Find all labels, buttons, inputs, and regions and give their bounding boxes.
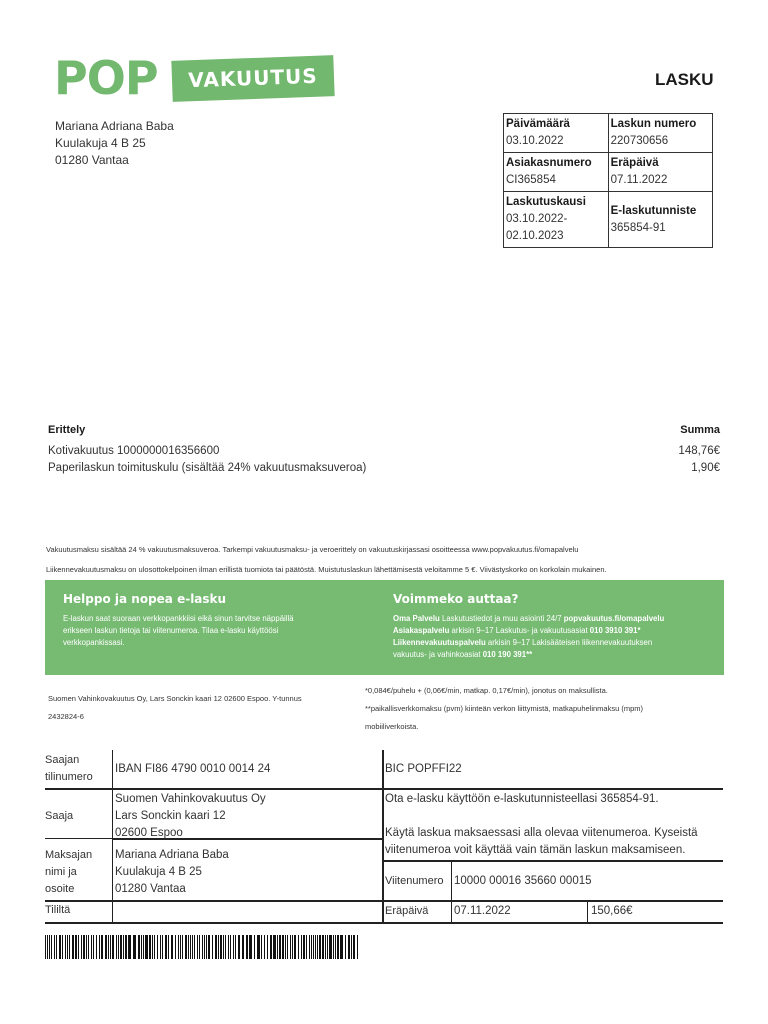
- help-line-customer-service: [393, 625, 664, 637]
- barcode-bar: [143, 935, 144, 959]
- enforcement-note: Liikennevakuutusmaksu on ulosottokelpoinen ilman erillistä tuomiota tai päätöstä. Muistutuslaskun lähettämisestä veloitamme 5 €. Viivästyskorko on korkolain mukainen.: [46, 565, 607, 574]
- barcode-bar: [88, 935, 89, 959]
- e-invoice-title: Helppo ja nopea e-lasku: [63, 592, 227, 606]
- barcode-bar: [220, 935, 222, 959]
- barcode-bar: [353, 935, 355, 959]
- help-phone: 010 190 391**: [482, 650, 533, 659]
- customer-number-label: Asiakasnumero: [506, 157, 592, 169]
- date-cell: [504, 114, 609, 153]
- company-line: Suomen Vahinkovakuutus Oy, Lars Sonckin kaari 12 02600 Espoo. Y-tunnus: [48, 694, 302, 703]
- pop-logo-text: POP: [54, 51, 158, 105]
- help-label: Oma Palvelu: [393, 614, 440, 623]
- barcode-bar: [67, 935, 68, 959]
- e-invoice-instruction: Ota e-lasku käyttöön e-laskutunnisteellasi 365854-91.: [385, 793, 659, 805]
- barcode-bar: [83, 935, 85, 959]
- help-label: Asiakaspalvelu: [393, 626, 450, 635]
- barcode-bar: [175, 935, 176, 959]
- recipient-name: Mariana Adriana Baba: [55, 119, 174, 133]
- barcode-bar: [311, 935, 312, 959]
- e-invoice-text-line: verkkopankissasi.: [63, 638, 125, 647]
- payee-details: [115, 791, 266, 842]
- help-phone: 010 3910 391*: [589, 626, 641, 635]
- barcode-bar: [108, 935, 109, 959]
- slip-line: [45, 838, 113, 839]
- info-banner: [45, 580, 724, 675]
- barcode-bar: [345, 935, 346, 959]
- barcode-bar: [329, 935, 332, 959]
- barcode-bar: [290, 935, 291, 959]
- barcode-bar: [233, 935, 234, 959]
- help-line-traffic-service: [393, 637, 664, 649]
- barcode-bar: [285, 935, 286, 959]
- invoice-number-value: 220730656: [610, 135, 669, 147]
- barcode-bar: [204, 935, 205, 959]
- billing-period-label: Laskutuskausi: [506, 196, 586, 208]
- barcode-bar: [267, 935, 268, 959]
- barcode-bar: [168, 935, 169, 959]
- barcode-bar: [303, 935, 305, 959]
- barcode-bar: [261, 935, 262, 959]
- label-line: Saajan: [45, 754, 80, 766]
- payer-street: Kuulakuja 4 B 25: [115, 866, 202, 878]
- company-business-id: 2432824-6: [48, 712, 84, 721]
- help-desc: vakuutus- ja vahinkoasiat: [393, 650, 483, 659]
- barcode-bar: [282, 935, 284, 959]
- slip-line: [112, 750, 113, 923]
- date-label: Päivämäärä: [506, 118, 570, 130]
- barcode-bar: [206, 935, 207, 959]
- payment-barcode: [45, 935, 359, 959]
- barcode-bar: [317, 935, 318, 959]
- recipient-street: Kuulakuja 4 B 25: [55, 136, 146, 150]
- tax-note: Vakuutusmaksu sisältää 24 % vakuutusmaksuveroa. Tarkempi vakuutusmaksu- ja veroerittely on vakuutuskirjassasi osoitteessa www.popvakuutus.fi/omapalvelu: [46, 545, 579, 554]
- barcode-bar: [313, 935, 314, 959]
- payee-city: 02600 Espoo: [115, 827, 183, 839]
- customer-number-value: CI365854: [506, 174, 556, 186]
- barcode-bar: [235, 935, 236, 959]
- from-account-label: Tililtä: [45, 904, 71, 916]
- vakuutus-logo-text: VAKUUTUS: [187, 63, 319, 93]
- help-line-own-service: [393, 613, 664, 625]
- spec-row-label: Kotivakuutus 1000000016356600: [48, 445, 220, 457]
- bic-value: BIC POPFFI22: [385, 763, 462, 775]
- slip-due-date-value: 07.11.2022: [454, 905, 511, 917]
- payee-label: Saaja: [45, 810, 74, 822]
- customer-number-cell: [504, 153, 609, 192]
- barcode-bar: [309, 935, 310, 959]
- barcode-bar: [335, 935, 336, 959]
- price-line: **paikallisverkkomaksu (pvm) kiinteän verkon liittymistä, matkapuhelinmaksu (mpm): [365, 704, 644, 713]
- barcode-bar: [62, 935, 63, 959]
- barcode-bar: [190, 935, 191, 959]
- barcode-bar: [171, 935, 173, 959]
- barcode-bar: [105, 935, 107, 959]
- barcode-bar: [257, 935, 260, 959]
- barcode-bar: [86, 935, 87, 959]
- barcode-bar: [118, 935, 119, 959]
- barcode-bar: [264, 935, 265, 959]
- barcode-bar: [351, 935, 352, 959]
- iban-value: IBAN FI86 4790 0010 0014 24: [115, 763, 271, 775]
- barcode-bar: [242, 935, 244, 959]
- barcode-bar: [128, 935, 131, 959]
- barcode-bar: [327, 935, 328, 959]
- barcode-bar: [238, 935, 240, 959]
- barcode-bar: [212, 935, 213, 959]
- e-invoice-id-value: 365854-91: [610, 221, 666, 234]
- barcode-bar: [47, 935, 48, 959]
- barcode-bar: [93, 935, 94, 959]
- barcode-bar: [65, 935, 66, 959]
- barcode-bar: [59, 935, 61, 959]
- slip-due-date-label: Eräpäivä: [385, 905, 429, 917]
- date-value: 03.10.2022: [506, 135, 564, 147]
- document-title: LASKU: [655, 70, 714, 89]
- label-line: nimi ja: [45, 866, 77, 878]
- payee-name: Suomen Vahinkovakuutus Oy: [115, 793, 266, 805]
- slip-line: [382, 750, 384, 923]
- barcode-bar: [270, 935, 272, 959]
- vakuutus-logo-badge: [171, 55, 334, 102]
- barcode-bar: [149, 935, 151, 959]
- barcode-bar: [81, 935, 82, 959]
- e-invoice-text-line: E-laskun saat suoraan verkkopankkiisi eikä sinun tarvitse näppäillä: [63, 614, 294, 623]
- barcode-bar: [298, 935, 299, 959]
- barcode-bar: [197, 935, 198, 959]
- e-invoice-id-cell: [608, 192, 712, 248]
- barcode-bar: [340, 935, 343, 959]
- barcode-bar: [325, 935, 326, 959]
- barcode-bar: [45, 935, 46, 959]
- barcode-bar: [199, 935, 200, 959]
- barcode-bar: [49, 935, 50, 959]
- payer-details: [115, 847, 229, 898]
- slip-line: [451, 860, 452, 923]
- barcode-bar: [157, 935, 158, 959]
- help-desc: arkisin 9–17 Laskutus- ja vakuutusasiat: [449, 626, 590, 635]
- payer-label: [45, 847, 92, 898]
- barcode-bar: [141, 935, 142, 959]
- barcode-bar: [72, 935, 74, 959]
- specification-header: Erittely: [48, 424, 86, 436]
- label-line: Maksajan: [45, 849, 93, 861]
- barcode-bar: [51, 935, 52, 959]
- help-title: Voimmeko auttaa?: [393, 592, 519, 606]
- total-amount: 150,66€: [591, 905, 633, 917]
- reference-number-label: Viitenumero: [385, 875, 444, 887]
- help-label: Liikennevakuutuspalvelu: [393, 638, 486, 647]
- barcode-bar: [154, 935, 155, 959]
- barcode-bar: [301, 935, 302, 959]
- help-desc: arkisin 9–17 Lakisääteisen liikennevakuutuksen: [485, 638, 653, 647]
- barcode-bar: [138, 935, 140, 959]
- amount-header: Summa: [680, 424, 720, 436]
- help-desc: Laskutustiedot ja muu asiointi 24/7: [439, 614, 564, 623]
- invoice-info-table: [503, 113, 713, 248]
- barcode-bar: [208, 935, 210, 959]
- barcode-bar: [306, 935, 307, 959]
- label-line: tilinumero: [45, 771, 93, 783]
- barcode-bar: [319, 935, 321, 959]
- own-service-link[interactable]: popvakuutus.fi/omapalvelu: [563, 614, 665, 623]
- barcode-bar: [182, 935, 183, 959]
- barcode-bar: [322, 935, 324, 959]
- barcode-bar: [123, 935, 124, 959]
- barcode-bar: [133, 935, 136, 959]
- price-line: mobiiliverkoista.: [365, 722, 419, 731]
- instruction-line: viitenumeroa voit käyttää vain tämän laskun maksamiseen.: [385, 844, 686, 856]
- slip-line: [383, 860, 723, 862]
- barcode-bar: [180, 935, 181, 959]
- billing-period-cell: [504, 192, 609, 248]
- barcode-bar: [96, 935, 97, 959]
- barcode-bar: [246, 935, 248, 959]
- barcode-bar: [315, 935, 316, 959]
- barcode-bar: [75, 935, 77, 959]
- barcode-bar: [116, 935, 117, 959]
- barcode-bar: [357, 935, 358, 959]
- instruction-line: Käytä laskua maksaessasi alla olevaa viitenumeroa. Kyseistä: [385, 827, 698, 839]
- barcode-bar: [348, 935, 350, 959]
- company-info: [48, 690, 348, 726]
- barcode-bar: [254, 935, 255, 959]
- barcode-bar: [277, 935, 278, 959]
- billing-period-start: 03.10.2022-: [506, 213, 568, 225]
- price-line: *0,084€/puhelu + (0,06€/min, matkap. 0,17€/min), jonotus on maksullista.: [365, 686, 608, 695]
- e-invoice-id-label: E-laskutunniste: [610, 204, 697, 217]
- recipient-account-label: [45, 752, 93, 786]
- barcode-bar: [223, 935, 224, 959]
- barcode-bar: [101, 935, 103, 959]
- barcode-bar: [178, 935, 179, 959]
- barcode-bar: [192, 935, 193, 959]
- slip-line: [45, 900, 723, 902]
- barcode-bar: [225, 935, 226, 959]
- barcode-bar: [188, 935, 189, 959]
- reference-number-value: 10000 00016 35660 00015: [454, 875, 592, 887]
- e-invoice-text-line: erikseen laskun tietoja tai viitenumeroa. Tilaa e-lasku käyttöösi: [63, 626, 279, 635]
- barcode-bar: [287, 935, 288, 959]
- payment-slip: [45, 750, 723, 923]
- barcode-bar: [91, 935, 92, 959]
- barcode-bar: [110, 935, 111, 959]
- barcode-bar: [69, 935, 70, 959]
- barcode-bar: [218, 935, 219, 959]
- barcode-bar: [162, 935, 163, 959]
- due-date-cell: [608, 153, 712, 192]
- help-text: [393, 613, 664, 661]
- invoice-number-cell: [608, 114, 712, 153]
- slip-line: [587, 900, 588, 923]
- barcode-bar: [202, 935, 203, 959]
- spec-row-amount: 148,76€: [678, 445, 720, 457]
- barcode-bar: [194, 935, 195, 959]
- due-date-value: 07.11.2022: [610, 174, 668, 186]
- barcode-bar: [120, 935, 122, 959]
- barcode-bar: [54, 935, 55, 959]
- spec-row-label: Paperilaskun toimituskulu (sisältää 24% vakuutusmaksuveroa): [48, 462, 367, 474]
- barcode-bar: [273, 935, 276, 959]
- barcode-bar: [145, 935, 148, 959]
- barcode-bar: [249, 935, 252, 959]
- invoice-number-label: Laskun numero: [610, 118, 697, 130]
- barcode-bar: [160, 935, 161, 959]
- barcode-bar: [279, 935, 281, 959]
- help-line-traffic-service-2: [393, 649, 664, 661]
- barcode-bar: [152, 935, 153, 959]
- barcode-bar: [165, 935, 167, 959]
- barcode-bar: [337, 935, 339, 959]
- payee-street: Lars Sonckin kaari 12: [115, 810, 226, 822]
- barcode-bar: [185, 935, 187, 959]
- barcode-bar: [125, 935, 127, 959]
- barcode-bar: [56, 935, 57, 959]
- barcode-bar: [292, 935, 293, 959]
- spec-row-amount: 1,90€: [691, 462, 720, 474]
- reference-instruction: [385, 825, 721, 859]
- billing-period-end: 02.10.2023: [506, 230, 564, 242]
- label-line: osoite: [45, 883, 75, 895]
- barcode-bar: [112, 935, 114, 959]
- barcode-bar: [215, 935, 217, 959]
- barcode-bar: [78, 935, 79, 959]
- recipient-address: [55, 118, 174, 169]
- recipient-city: 01280 Vantaa: [55, 153, 129, 167]
- barcode-bar: [230, 935, 231, 959]
- barcode-bar: [333, 935, 334, 959]
- barcode-bar: [228, 935, 229, 959]
- payer-city: 01280 Vantaa: [115, 883, 186, 895]
- slip-line: [45, 788, 723, 790]
- e-invoice-text: [63, 613, 294, 649]
- payer-name: Mariana Adriana Baba: [115, 849, 229, 861]
- barcode-bar: [99, 935, 100, 959]
- price-info: [365, 682, 725, 736]
- barcode-bar: [294, 935, 296, 959]
- slip-line: [45, 922, 723, 924]
- due-date-label: Eräpäivä: [610, 157, 659, 169]
